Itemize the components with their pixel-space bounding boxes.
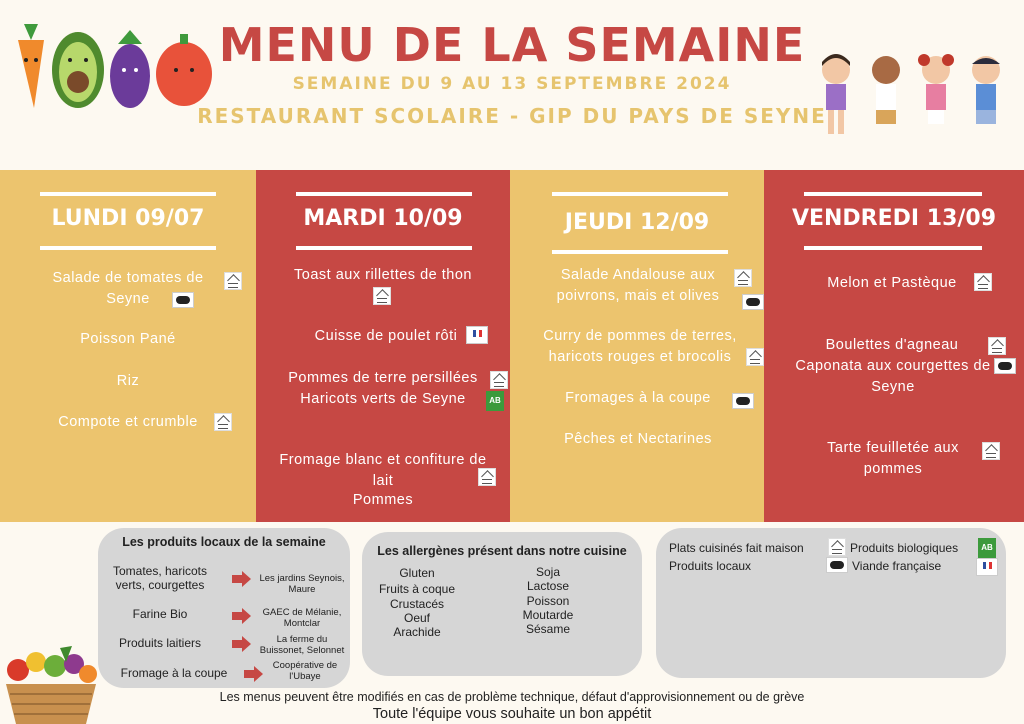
homemade-icon bbox=[224, 272, 242, 290]
local-product-icon bbox=[732, 393, 754, 409]
allergen: Sésame bbox=[525, 622, 571, 636]
menu-item: Poisson Pané bbox=[80, 331, 176, 347]
homemade-icon bbox=[214, 413, 232, 431]
menu-item: Cuisse de poulet rôti bbox=[314, 328, 458, 344]
local-producer: GAEC de Mélanie, Montclar bbox=[262, 607, 342, 629]
organic-icon: AB bbox=[978, 538, 996, 558]
allergen: Moutarde bbox=[522, 608, 574, 622]
allergen: Arachide bbox=[393, 625, 441, 639]
local-product-name: Tomates, haricots verts, courgettes bbox=[112, 564, 208, 592]
legend-homemade: Plats cuisinés fait maison bbox=[669, 541, 804, 555]
local-producer: La ferme du Buissonet, Selonnet bbox=[259, 634, 345, 656]
homemade-icon bbox=[828, 538, 846, 556]
allergen: Soja bbox=[535, 565, 561, 579]
footer-wish: Toute l'équipe vous souhaite un bon appétit bbox=[372, 706, 652, 722]
divider bbox=[552, 192, 728, 196]
local-producer: Les jardins Seynois, Maure bbox=[259, 573, 345, 595]
menu-item: Salade de tomates de Seyne bbox=[52, 270, 204, 307]
menu-item: Compote et crumble bbox=[58, 414, 198, 430]
local-producer: Coopérative de l'Ubaye bbox=[272, 660, 338, 682]
homemade-icon bbox=[982, 442, 1000, 460]
menu-item: Haricots verts de Seyne bbox=[300, 391, 466, 407]
divider bbox=[296, 246, 472, 250]
local-product-name: Farine Bio bbox=[132, 607, 188, 621]
menu-item: Pêches et Nectarines bbox=[564, 431, 712, 447]
legend-bio: Produits biologiques bbox=[850, 541, 959, 555]
menu-item: Tarte feuilletée aux pommes bbox=[827, 440, 959, 477]
panel-title: Les produits locaux de la semaine bbox=[122, 535, 326, 549]
day-title: VENDREDI 13/09 bbox=[791, 206, 997, 231]
divider bbox=[296, 192, 472, 196]
homemade-icon bbox=[490, 371, 508, 389]
homemade-icon bbox=[373, 287, 391, 305]
menu-item: Pommes de terre persillées bbox=[288, 370, 478, 386]
divider bbox=[804, 192, 982, 196]
homemade-icon bbox=[734, 269, 752, 287]
organic-icon: AB bbox=[486, 391, 504, 411]
day-column-lundi bbox=[0, 170, 256, 522]
local-product-icon bbox=[742, 294, 764, 310]
menu-title: MENU DE LA SEMAINE bbox=[218, 18, 806, 72]
local-products-panel bbox=[98, 528, 350, 688]
day-column-jeudi bbox=[510, 170, 764, 522]
legend-local: Produits locaux bbox=[669, 559, 752, 573]
menu-item: Fromage blanc et confiture de lait bbox=[279, 452, 487, 489]
menu-item: Boulettes d'agneau bbox=[825, 337, 959, 353]
allergen: Gluten bbox=[399, 566, 435, 580]
homemade-icon bbox=[988, 337, 1006, 355]
french-meat-icon bbox=[976, 558, 998, 576]
menu-item: Salade Andalouse aux poivrons, mais et olives bbox=[556, 267, 720, 304]
menu-item: Pommes bbox=[352, 492, 414, 508]
day-title: LUNDI 09/07 bbox=[51, 206, 205, 231]
local-product-icon bbox=[826, 557, 848, 573]
menu-item: Caponata aux courgettes de Seyne bbox=[795, 358, 991, 395]
day-column-vendredi bbox=[764, 170, 1024, 522]
menu-item: Fromages à la coupe bbox=[565, 390, 711, 406]
divider bbox=[804, 246, 982, 250]
menu-item: Curry de pommes de terres, haricots rouges et brocolis bbox=[543, 328, 737, 365]
menu-item: Toast aux rillettes de thon bbox=[294, 267, 472, 283]
french-meat-icon bbox=[466, 326, 488, 344]
legend-panel bbox=[656, 528, 1006, 678]
day-title: JEUDI 12/09 bbox=[564, 210, 710, 235]
allergen: Poisson bbox=[526, 594, 570, 608]
allergens-panel bbox=[362, 532, 642, 676]
divider bbox=[552, 250, 728, 254]
panel-title: Les allergènes présent dans notre cuisine bbox=[377, 544, 627, 558]
local-product-name: Produits laitiers bbox=[118, 636, 202, 650]
legend-french-meat: Viande française bbox=[852, 559, 942, 573]
allergen: Crustacés bbox=[389, 597, 445, 611]
homemade-icon bbox=[974, 273, 992, 291]
day-title: MARDI 10/09 bbox=[303, 206, 463, 231]
homemade-icon bbox=[746, 348, 764, 366]
allergen: Lactose bbox=[526, 579, 570, 593]
restaurant-subtitle: RESTAURANT SCOLAIRE - GIP DU PAYS DE SEYNE bbox=[197, 104, 827, 128]
week-subtitle: SEMAINE DU 9 AU 13 SEPTEMBRE 2024 bbox=[292, 74, 732, 94]
local-product-icon bbox=[994, 358, 1016, 374]
menu-item: Melon et Pastèque bbox=[827, 275, 957, 291]
menu-item: Riz bbox=[116, 373, 140, 389]
divider bbox=[40, 246, 216, 250]
allergen: Oeuf bbox=[403, 611, 430, 625]
allergen: Fruits à coque bbox=[378, 582, 456, 596]
homemade-icon bbox=[478, 468, 496, 486]
day-column-mardi bbox=[256, 170, 510, 522]
local-product-name: Fromage à la coupe bbox=[120, 666, 228, 680]
divider bbox=[40, 192, 216, 196]
footer-notice: Les menus peuvent être modifiés en cas de problème technique, défaut d'approvisionnement ou de grève bbox=[219, 690, 805, 704]
local-product-icon bbox=[172, 292, 194, 308]
